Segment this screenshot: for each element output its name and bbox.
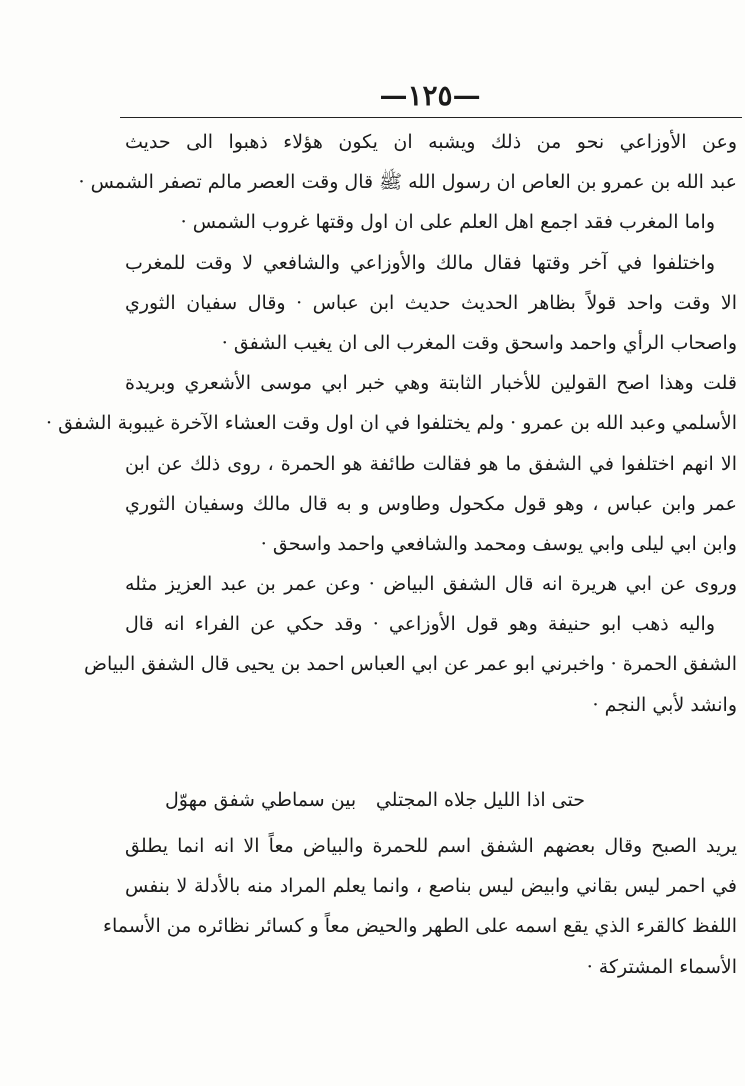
text-line: وابن ابي ليلى وابي يوسف ومحمد والشافعي واحمد واسحق ·: [260, 532, 737, 555]
page-number: —١٢٥—: [379, 79, 481, 112]
text-line: الأسماء المشتركة ·: [586, 955, 737, 978]
text-line: يريد الصبح وقال بعضهم الشفق اسم للحمرة والبياض معاً الا انه انما يطلق: [125, 835, 737, 857]
text-line: واصحاب الرأي واحمد واسحق وقت المغرب الى ان يغيب الشفق ·: [221, 331, 737, 354]
main-text-top: [46, 122, 737, 725]
text-line: عمر وابن عباس ، وهو قول مكحول وطاوس و به قال مالك وسفيان الثوري: [125, 492, 737, 515]
text-line: واختلفوا في آخر وقتها فقال مالك والأوزاعي والشافعي لا وقت للمغرب: [125, 251, 715, 274]
text-line: واما المغرب فقد اجمع اهل العلم على ان اول وقتها غروب الشمس ·: [180, 211, 715, 234]
text-line: قلت وهذا اصح القولين للأخبار الثابتة وهي خبر ابي موسى الأشعري وبريدة: [125, 372, 737, 395]
verse-first-hemistich: حتى اذا الليل جلاه المجتلي: [375, 789, 585, 811]
text-line: عبد الله بن عمرو بن العاص ان رسول الله ﷺ قال وقت العصر مالم تصفر الشمس ·: [78, 171, 737, 194]
header-rule: [120, 117, 742, 118]
text-line: اللفظ كالقرء الذي يقع اسمه على الطهر والحيض معاً و كسائر نظائره من الأسماء: [103, 915, 737, 938]
text-line: في احمر ليس بقاني وابيض ليس بناصع ، وانما يعلم المراد منه بالأدلة لا بنفس: [125, 875, 737, 898]
text-line: وانشد لأبي النجم ·: [592, 693, 737, 716]
main-text-bottom: [103, 826, 737, 987]
text-line: الشفق الحمرة · واخبرني ابو عمر عن ابي العباس احمد بن يحيى قال الشفق البياض: [83, 653, 737, 676]
text-line: الا انهم اختلفوا في الشفق ما هو فقالت طائفة هو الحمرة ، روى ذلك عن ابن: [125, 452, 737, 475]
text-line: واليه ذهب ابو حنيفة وهو قول الأوزاعي · وقد حكي عن الفراء انه قال: [125, 613, 715, 636]
text-line: وعن الأوزاعي نحو من ذلك ويشبه ان يكون هؤلاء ذهبوا الى حديث: [125, 131, 737, 153]
poetry-verse: [165, 778, 585, 822]
text-line: الأسلمي وعبد الله بن عمرو · ولم يختلفوا في ان اول وقت العشاء الآخرة غيبوبة الشفق ·: [46, 412, 737, 435]
text-line: الا وقت واحد قولاً بظاهر الحديث حديث ابن عباس · وقال سفيان الثوري: [125, 291, 737, 314]
verse-second-hemistich: بين سماطي شفق مهوّل: [165, 789, 357, 811]
text-line: وروى عن ابي هريرة انه قال الشفق البياض · وعن عمر بن عبد العزيز مثله: [125, 573, 737, 596]
